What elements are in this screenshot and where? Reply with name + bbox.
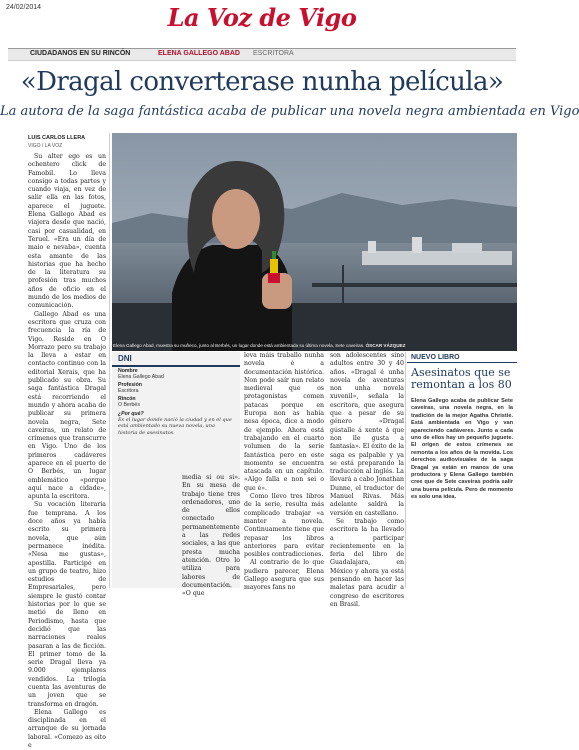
paragraph: Elena Gallego es disciplinada en el arranque de su jornada laboral. «Comezo as oito e xyxy=(28,708,106,750)
dni-field xyxy=(112,381,240,395)
article-photo xyxy=(112,133,517,351)
dni-label: Rincón xyxy=(118,396,136,402)
dni-title: DNI xyxy=(112,352,240,367)
paragraph: Su vocación literaria fue temprana. A los doce años ya había escrito su primera novela, que aún permanece inédita. «Nesa me gustas», apostilla. Participó en un grupo de teatro, hizo estudios de Empresariales, pero siempre le gustó contar historias por lo que se metió de lleno en Periodismo, hasta que decidió que las narraciones reales pasaran a las de ficción. El primer tomo de la serie Dragal lleva ya 9.000 ejemplares vendidos. La trilogía cuenta las aventuras de un joven que se transforma en dragón. xyxy=(28,501,106,708)
sidebar-body: Elena Gallego acaba de publicar Sete caveiras, una novela negra, en la tradición de la mejor Agatha Christie. Está ambientada en Vigo y van apareciendo cadáveres. Junto a cada uno de ellos hay un pequeño juguete. El origen de estos crímenes se remonta a los años de la movida. Los derechos audiovisuales de la saga Dragal ya están en manos de una productora y Elena Gallego también cree que de Sete caveiras podría salir una buena película. Pero de momento es solo una idea. xyxy=(411,398,513,501)
sidebar-new-book xyxy=(407,352,517,588)
dni-value: Elena Gallego Abad xyxy=(118,374,164,380)
article-column-3 xyxy=(244,352,324,592)
section-bar xyxy=(8,48,516,61)
newspaper-masthead: La Voz de Vigo xyxy=(167,3,357,32)
paragraph: Como llevo tres libros de la serie, resulta más complicado trabajar «a manter a novela. Continuamente tiene que repasar los libros anteriores para evitar posibles contradicciones. xyxy=(244,493,324,559)
byline-author: LUIS CARLOS LLERA xyxy=(28,135,86,141)
photo-credit: ÓSCAR VÁZQUEZ xyxy=(365,343,406,348)
dni-value: Escritora xyxy=(118,388,139,394)
dni-label: Profesión xyxy=(118,382,142,388)
dni-field xyxy=(112,395,240,409)
section-name: CIUDADANOS EN SU RINCÓN xyxy=(30,50,131,57)
paragraph: son adolescentes sino adultos entre 30 y 40 años. «Dragal é unha novela de aventuras non unha novela xuvenil», señala la escritora, que asegura que a pesar de su género «Dragal gústalle á xente á que non lle gusta a fantasía». El éxito de la saga es palpable y ya se está preparando la traducción al inglés. La llevará a cabo Jonathan Dunne, el traductor de Manuel Rivas. Más adelante saldrá la versión en castellano. xyxy=(330,352,404,517)
column-divider xyxy=(109,133,110,588)
dni-value: O Berbés xyxy=(118,402,140,408)
page-date: 24/02/2014 xyxy=(6,4,42,11)
paragraph: Al contrario de lo que pudiera parecer, Elena Gallego asegura que sus mayores fans no xyxy=(244,559,324,592)
sidebar-title: Asesinatos que se remontan a los 80 xyxy=(411,366,512,391)
column-divider xyxy=(405,352,406,588)
paragraph: leva máis traballo nunha novela é a documentación histórica. Non pode saír nun relato medieval que os protagonistas comen patacas porque en Europa non as había nesa época, dice a modo de ejemplo. Ahora está trabajando en el cuarto volumen de la serie fantástica pero en este momento se encuentra atascada en un capítulo. «Algo falla e non sei o que é». xyxy=(244,352,324,492)
section-person: ELENA GALLEGO ABAD xyxy=(158,50,240,57)
paragraph: Gallego Abad es una escritora que cruza con frecuencia la ría de Vigo. Reside en O Morrazo pero su trabajo la lleva a estar en contacto continuo con la editorial Xerais, que ha publicado su obra. Su saga fantástica Dragal está recorriendo el mundo y ahora acaba de publicar su primera novela negra, Sete caveiras, un relato de crímenes que transcurre en Vigo. Uno de los primeros cadáveres aparece en el puerto de O Berbés, un lugar emblemático «porque aquí nace a cidade», apunta la escritora. xyxy=(28,310,106,501)
article-column-4 xyxy=(330,352,404,608)
article-column-2b xyxy=(182,474,240,598)
section-role: ESCRITORA xyxy=(253,50,294,57)
dni-field xyxy=(112,367,240,381)
article-column-1 xyxy=(28,153,106,750)
sidebar-tag: NUEVO LIBRO xyxy=(407,352,517,363)
byline-place: VIGO / LA VOZ xyxy=(28,143,63,149)
paragraph: Se trabajo como escritora la ha llevado a participar recientemente en la feria del libro de Guadalajara, en México y ahora ya está pensando en hacer las maletas para acudir a congreso de escritores en Brasil. xyxy=(330,517,404,608)
paragraph: Su alter ego es un ochentero click de Famobil. Lo lleva consigo a todas partes y cuando viaja, en vez de salir ella en las fotos, aparece el juguete. Elena Gallego Abad es viajera desde que nació, casi por casualidad, en Teruel. «Era un día de maio e nevaba», cuenta esta amante de las historias que ha hecho de la literatura su profesión tras muchos años de oficio en el mundo de los medios de comunicación. xyxy=(28,153,106,310)
caption-text: Elena Gallego Abad, muestra su muñeco, junto al Berbés, un lugar donde está ambientada su última novela, Sete caveiras. xyxy=(113,343,365,348)
paragraph: media si ou si». En su mesa de trabajo tiene tres ordenadores, uno de ellos conectado permanentemente a las redes sociales, a las que presta mucha atención. Otro lo utiliza para labores de documentación. «O que xyxy=(182,474,240,598)
photo-caption xyxy=(113,343,516,348)
dni-label: Nombre xyxy=(118,368,138,374)
harbor-portrait-image xyxy=(112,133,517,351)
article-subhead: La autora de la saga fantástica acaba de publicar una novela negra ambientada en Vigo xyxy=(0,104,579,119)
dni-question: ¿Por qué? xyxy=(118,411,144,417)
dni-answer: Es el lugar donde nació la ciudad y en el que está ambientado su nueva novela, una historia de asesinatos. xyxy=(118,417,232,436)
article-headline: «Dragal converterase nunha película» xyxy=(20,67,504,97)
